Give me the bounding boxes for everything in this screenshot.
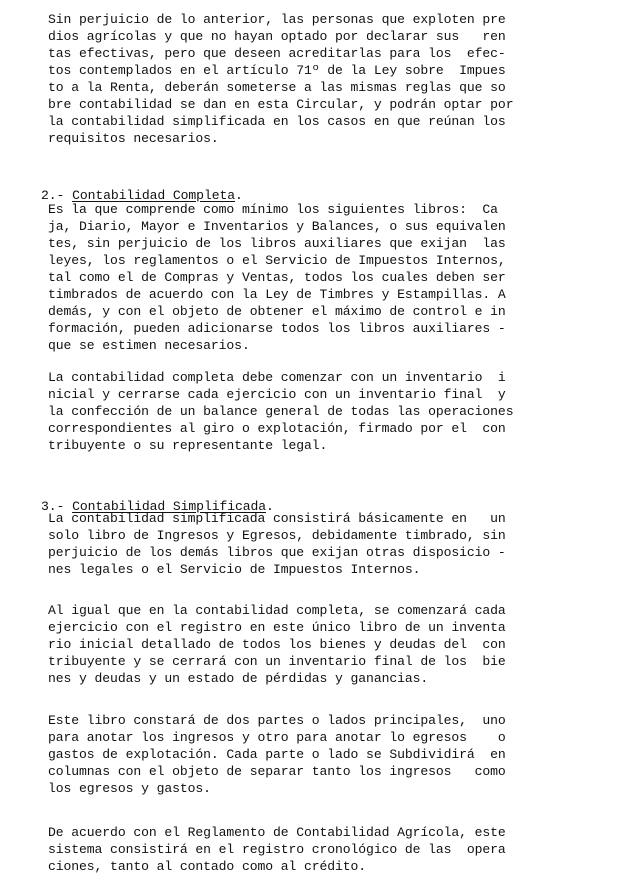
text-line: gastos de explotación. Cada parte o lado se Subdividirá en xyxy=(48,747,506,762)
text-line: los egresos y gastos. xyxy=(48,781,211,796)
text-line: Este libro constará de dos partes o lados principales, uno xyxy=(48,713,506,728)
text-line: to a la Renta, deberán someterse a las mismas reglas que so xyxy=(48,80,506,95)
text-line: tas efectivas, pero que deseen acreditarlas para los efec- xyxy=(48,46,506,61)
text-line: tribuyente y se cerrará con un inventario final de los bie xyxy=(48,654,506,669)
section-title: Contabilidad Completa xyxy=(72,188,235,203)
text-line: perjuicio de los demás libros que exijan otras disposicio - xyxy=(48,545,506,560)
text-line: para anotar los ingresos y otro para anotar lo egresos o xyxy=(48,730,506,745)
section-title-period: . xyxy=(234,188,243,203)
text-line: columnas con el objeto de separar tanto los ingresos como xyxy=(48,764,506,779)
section-title: Contabilidad Simplificada xyxy=(72,499,267,514)
text-line: tribuyente o su representante legal. xyxy=(48,438,328,453)
text-line: Al igual que en la contabilidad completa, se comenzará cada xyxy=(48,603,506,618)
text-line: La contabilidad simplificada consistirá básicamente en un xyxy=(48,511,506,526)
text-line: bre contabilidad se dan en esta Circular, y podrán optar por xyxy=(48,97,514,112)
text-line: ciones, tanto al contado como al crédito. xyxy=(48,859,367,874)
text-line: correspondientes al giro o explotación, firmado por el con xyxy=(48,421,506,436)
text-line: ejercicio con el registro en este único libro de un inventa xyxy=(48,620,506,635)
text-line: tal como el de Compras y Ventas, todos los cuales deben ser xyxy=(48,270,506,285)
text-line: tes, sin perjuicio de los libros auxiliares que exijan las xyxy=(48,236,506,251)
text-line: Es la que comprende como mínimo los siguientes libros: Ca xyxy=(48,202,498,217)
text-line: sistema consistirá en el registro cronológico de las opera xyxy=(48,842,506,857)
text-line: Sin perjuicio de lo anterior, las personas que exploten pre xyxy=(48,12,506,27)
section-title-period: . xyxy=(266,499,274,514)
text-line: nes y deudas y un estado de pérdidas y ganancias. xyxy=(48,671,429,686)
text-line: nes legales o el Servicio de Impuestos Internos. xyxy=(48,562,421,577)
text-line: leyes, los reglamentos o el Servicio de Impuestos Internos, xyxy=(48,253,506,268)
text-line: ja, Diario, Mayor e Inventarios y Balances, o sus equivalen xyxy=(48,219,506,234)
text-line: tos contemplados en el artículo 71º de la Ley sobre Impues xyxy=(48,63,506,78)
text-line: formación, pueden adicionarse todos los libros auxiliares - xyxy=(48,321,506,336)
text-line: solo libro de Ingresos y Egresos, debidamente timbrado, sin xyxy=(48,528,506,543)
text-line: timbrados de acuerdo con la Ley de Timbres y Estampillas. A xyxy=(48,287,506,302)
section-number: 2.- xyxy=(41,188,73,203)
text-line: la contabilidad simplificada en los casos en que reúnan los xyxy=(48,114,506,129)
text-line: rio inicial detallado de todos los bienes y deudas del con xyxy=(48,637,506,652)
text-line: De acuerdo con el Reglamento de Contabilidad Agrícola, este xyxy=(48,825,506,840)
text-line: demás, y con el objeto de obtener el máximo de control e in xyxy=(48,304,506,319)
text-line: La contabilidad completa debe comenzar con un inventario i xyxy=(48,370,506,385)
text-line: que se estimen necesarios. xyxy=(48,338,250,353)
text-line: requisitos necesarios. xyxy=(48,131,219,146)
text-line: la confección de un balance general de todas las operaciones xyxy=(48,404,514,419)
text-line: nicial y cerrarse cada ejercicio con un inventario final y xyxy=(48,387,506,402)
section-number: 3.- xyxy=(41,499,73,514)
text-line: dios agrícolas y que no hayan optado por declarar sus ren xyxy=(48,29,506,44)
